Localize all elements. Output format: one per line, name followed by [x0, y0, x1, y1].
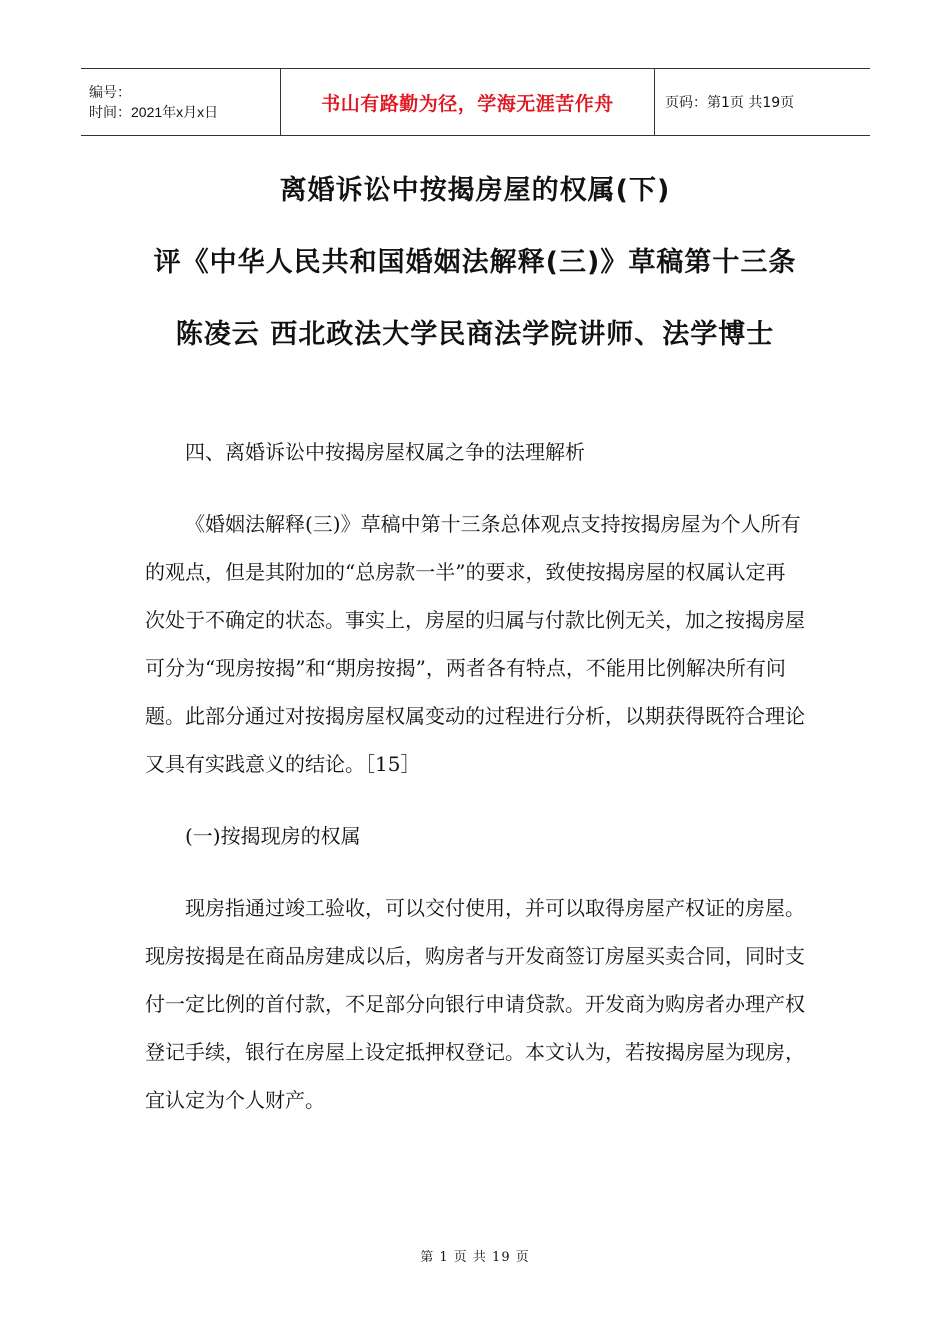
subsection-heading: (一)按揭现房的权属	[185, 824, 361, 848]
page-footer: 第 1 页 共 19 页	[420, 1250, 530, 1265]
header-table	[81, 68, 870, 136]
number-label: 编号：	[89, 84, 131, 100]
time-label: 时间：2021年x月x日	[89, 104, 219, 120]
header-page-info: 页码：第1页 共19页	[665, 95, 795, 111]
paragraph: 现房指通过竣工验收，可以交付使用，并可以取得房屋产权证的房屋。现房按揭是在商品房建成以后，购房者与开发商签订房屋买卖合同，同时支付一定比例的首付款，不足部分向银行申请贷款。开发商为购房者办理产权登记手续，银行在房屋上设定抵押权登记。本文认为，若按揭房屋为现房，宜认定为个人财产。	[145, 896, 805, 1112]
header-motto-cell	[281, 69, 655, 135]
body-content	[145, 428, 805, 1124]
motto-text: 书山有路勤为径，学海无涯苦作舟	[321, 92, 614, 115]
section-heading: 四、离婚诉讼中按揭房屋权属之争的法理解析	[185, 440, 585, 464]
header-meta-cell	[81, 69, 281, 135]
header-page-cell	[655, 69, 870, 135]
document-title: 离婚诉讼中按揭房屋的权属(下)	[279, 175, 671, 206]
document-author: 陈凌云 西北政法大学民商法学院讲师、法学博士	[175, 319, 775, 350]
paragraph: 《婚姻法解释(三)》草稿中第十三条总体观点支持按揭房屋为个人所有的观点，但是其附加的“总房款一半”的要求，致使按揭房屋的权属认定再次处于不确定的状态。事实上，房屋的归属与付款比例无关，加之按揭房屋可分为“现房按揭”和“期房按揭”，两者各有特点，不能用比例解决所有问题。此部分通过对按揭房屋权属变动的过程进行分析，以期获得既符合理论又具有实践意义的结论。［15］	[145, 512, 805, 776]
document-subtitle: 评《中华人民共和国婚姻法解释(三)》草稿第十三条	[153, 247, 797, 278]
